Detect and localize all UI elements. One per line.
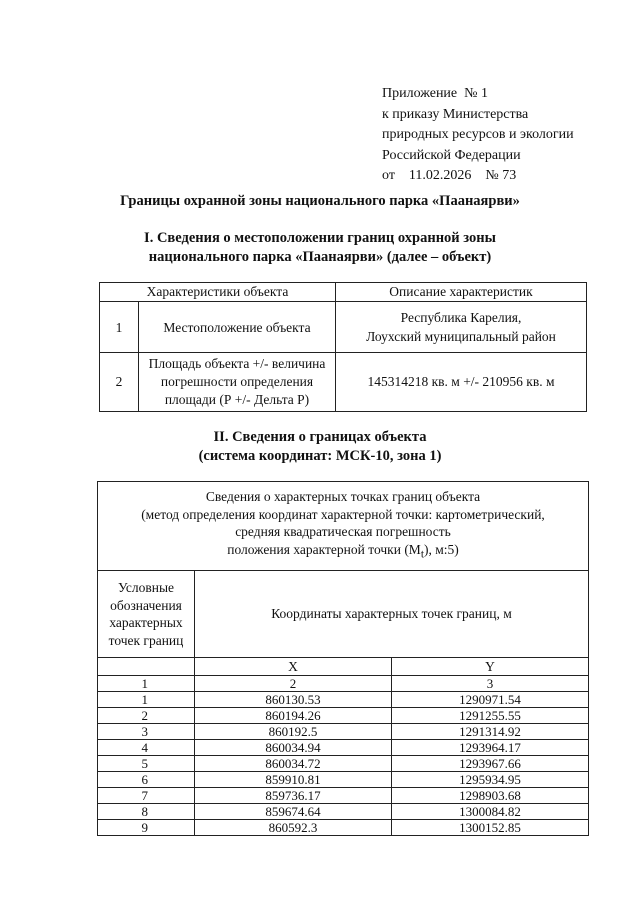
table-caption-row [98,482,589,571]
characteristic-cell [139,353,336,412]
point-y: 1291255.55 [392,708,589,724]
point-id: 4 [98,740,195,756]
point-x: 860192.5 [195,724,392,740]
point-x: 860034.94 [195,740,392,756]
point-x: 859910.81 [195,772,392,788]
point-y: 1300152.85 [392,820,589,836]
empty-cell [98,658,195,676]
row-number: 2 [100,353,139,412]
row-number: 1 [100,302,139,353]
appendix-line: природных ресурсов и экологии [382,127,574,142]
section-1-line: национального парка «Паанаярви» (далее – объект) [148,249,492,265]
table-row [98,708,589,724]
section-1-line: I. Сведения о местоположении границ охранной зоны [144,230,496,246]
caption-line: Сведения о характерных точках границ объекта [205,489,481,505]
point-y: 1293964.17 [392,740,589,756]
description-line: Лоухский муниципальный район [366,329,556,344]
index-row [98,676,589,692]
header-line: характерных [109,615,183,630]
characteristic-cell: Местоположение объекта [139,302,336,353]
point-x: 860592.3 [195,820,392,836]
caption-text: ), м:5) [423,541,459,557]
point-y: 1290971.54 [392,692,589,708]
table-row [98,804,589,820]
header-line: Условные [117,580,175,595]
point-y: 1298903.68 [392,788,589,804]
point-id: 5 [98,756,195,772]
description-line: Республика Карелия, [400,310,522,325]
appendix-block [382,84,574,187]
boundary-points-table [97,481,589,836]
point-y: 1293967.66 [392,756,589,772]
point-y: 1291314.92 [392,724,589,740]
point-id: 6 [98,772,195,788]
table-row [100,302,587,353]
table-row [100,353,587,412]
description-cell [336,302,587,353]
table-caption [98,482,589,571]
point-id: 2 [98,708,195,724]
caption-line: (метод определения координат характерной точки: картометрический, [141,506,545,522]
table-row [98,692,589,708]
table-row [98,772,589,788]
document-title: Границы охранной зоны национального парка «Паанаярви» [120,193,520,209]
index-cell: 1 [98,676,195,692]
point-id: 1 [98,692,195,708]
table-header-row [98,571,589,658]
object-characteristics-table [99,282,587,412]
table-row [98,820,589,836]
appendix-line: к приказу Министерства [382,106,529,122]
point-y: 1295934.95 [392,772,589,788]
appendix-line: Приложение № 1 [382,86,488,101]
symbol-column-header [98,571,195,658]
x-header: X [195,658,392,676]
point-x: 860194.26 [195,708,392,724]
point-id: 7 [98,788,195,804]
header-line: обозначения [110,597,182,613]
section-1-heading [0,229,640,267]
point-x: 859674.64 [195,804,392,820]
caption-subscript: t [420,548,424,561]
appendix-line: от 11.02.2026 № 73 [382,168,517,183]
table-row [98,788,589,804]
caption-text: положения характерной точки (М [227,541,421,557]
section-2-line: (система координат: МСК-10, зона 1) [198,448,442,464]
point-x: 860130.53 [195,692,392,708]
section-2-heading [0,428,640,466]
point-x: 860034.72 [195,756,392,772]
description-cell: 145314218 кв. м +/- 210956 кв. м [336,353,587,412]
table-header-row [100,283,587,302]
characteristic-line: погрешности определения [160,374,314,389]
point-x: 859736.17 [195,788,392,804]
index-cell: 2 [195,676,392,692]
y-header: Y [392,658,589,676]
index-cell: 3 [392,676,589,692]
caption-line [101,541,585,564]
characteristic-line: площади (Р +/- Дельта Р) [164,392,310,407]
header-characteristics: Характеристики объекта [100,283,336,302]
header-description: Описание характеристик [336,283,587,302]
header-line: точек границ [108,632,184,648]
point-id: 8 [98,804,195,820]
point-y: 1300084.82 [392,804,589,820]
axis-header-row [98,658,589,676]
table-row [98,724,589,740]
table-row [98,756,589,772]
table-row [98,740,589,756]
point-id: 3 [98,724,195,740]
caption-line: средняя квадратическая погрешность [235,524,451,540]
appendix-line: Российской Федерации [382,147,521,163]
characteristic-line: Площадь объекта +/- величина [148,356,326,371]
coordinates-header: Координаты характерных точек границ, м [195,571,589,658]
section-2-line: II. Сведения о границах объекта [213,429,427,445]
point-id: 9 [98,820,195,836]
